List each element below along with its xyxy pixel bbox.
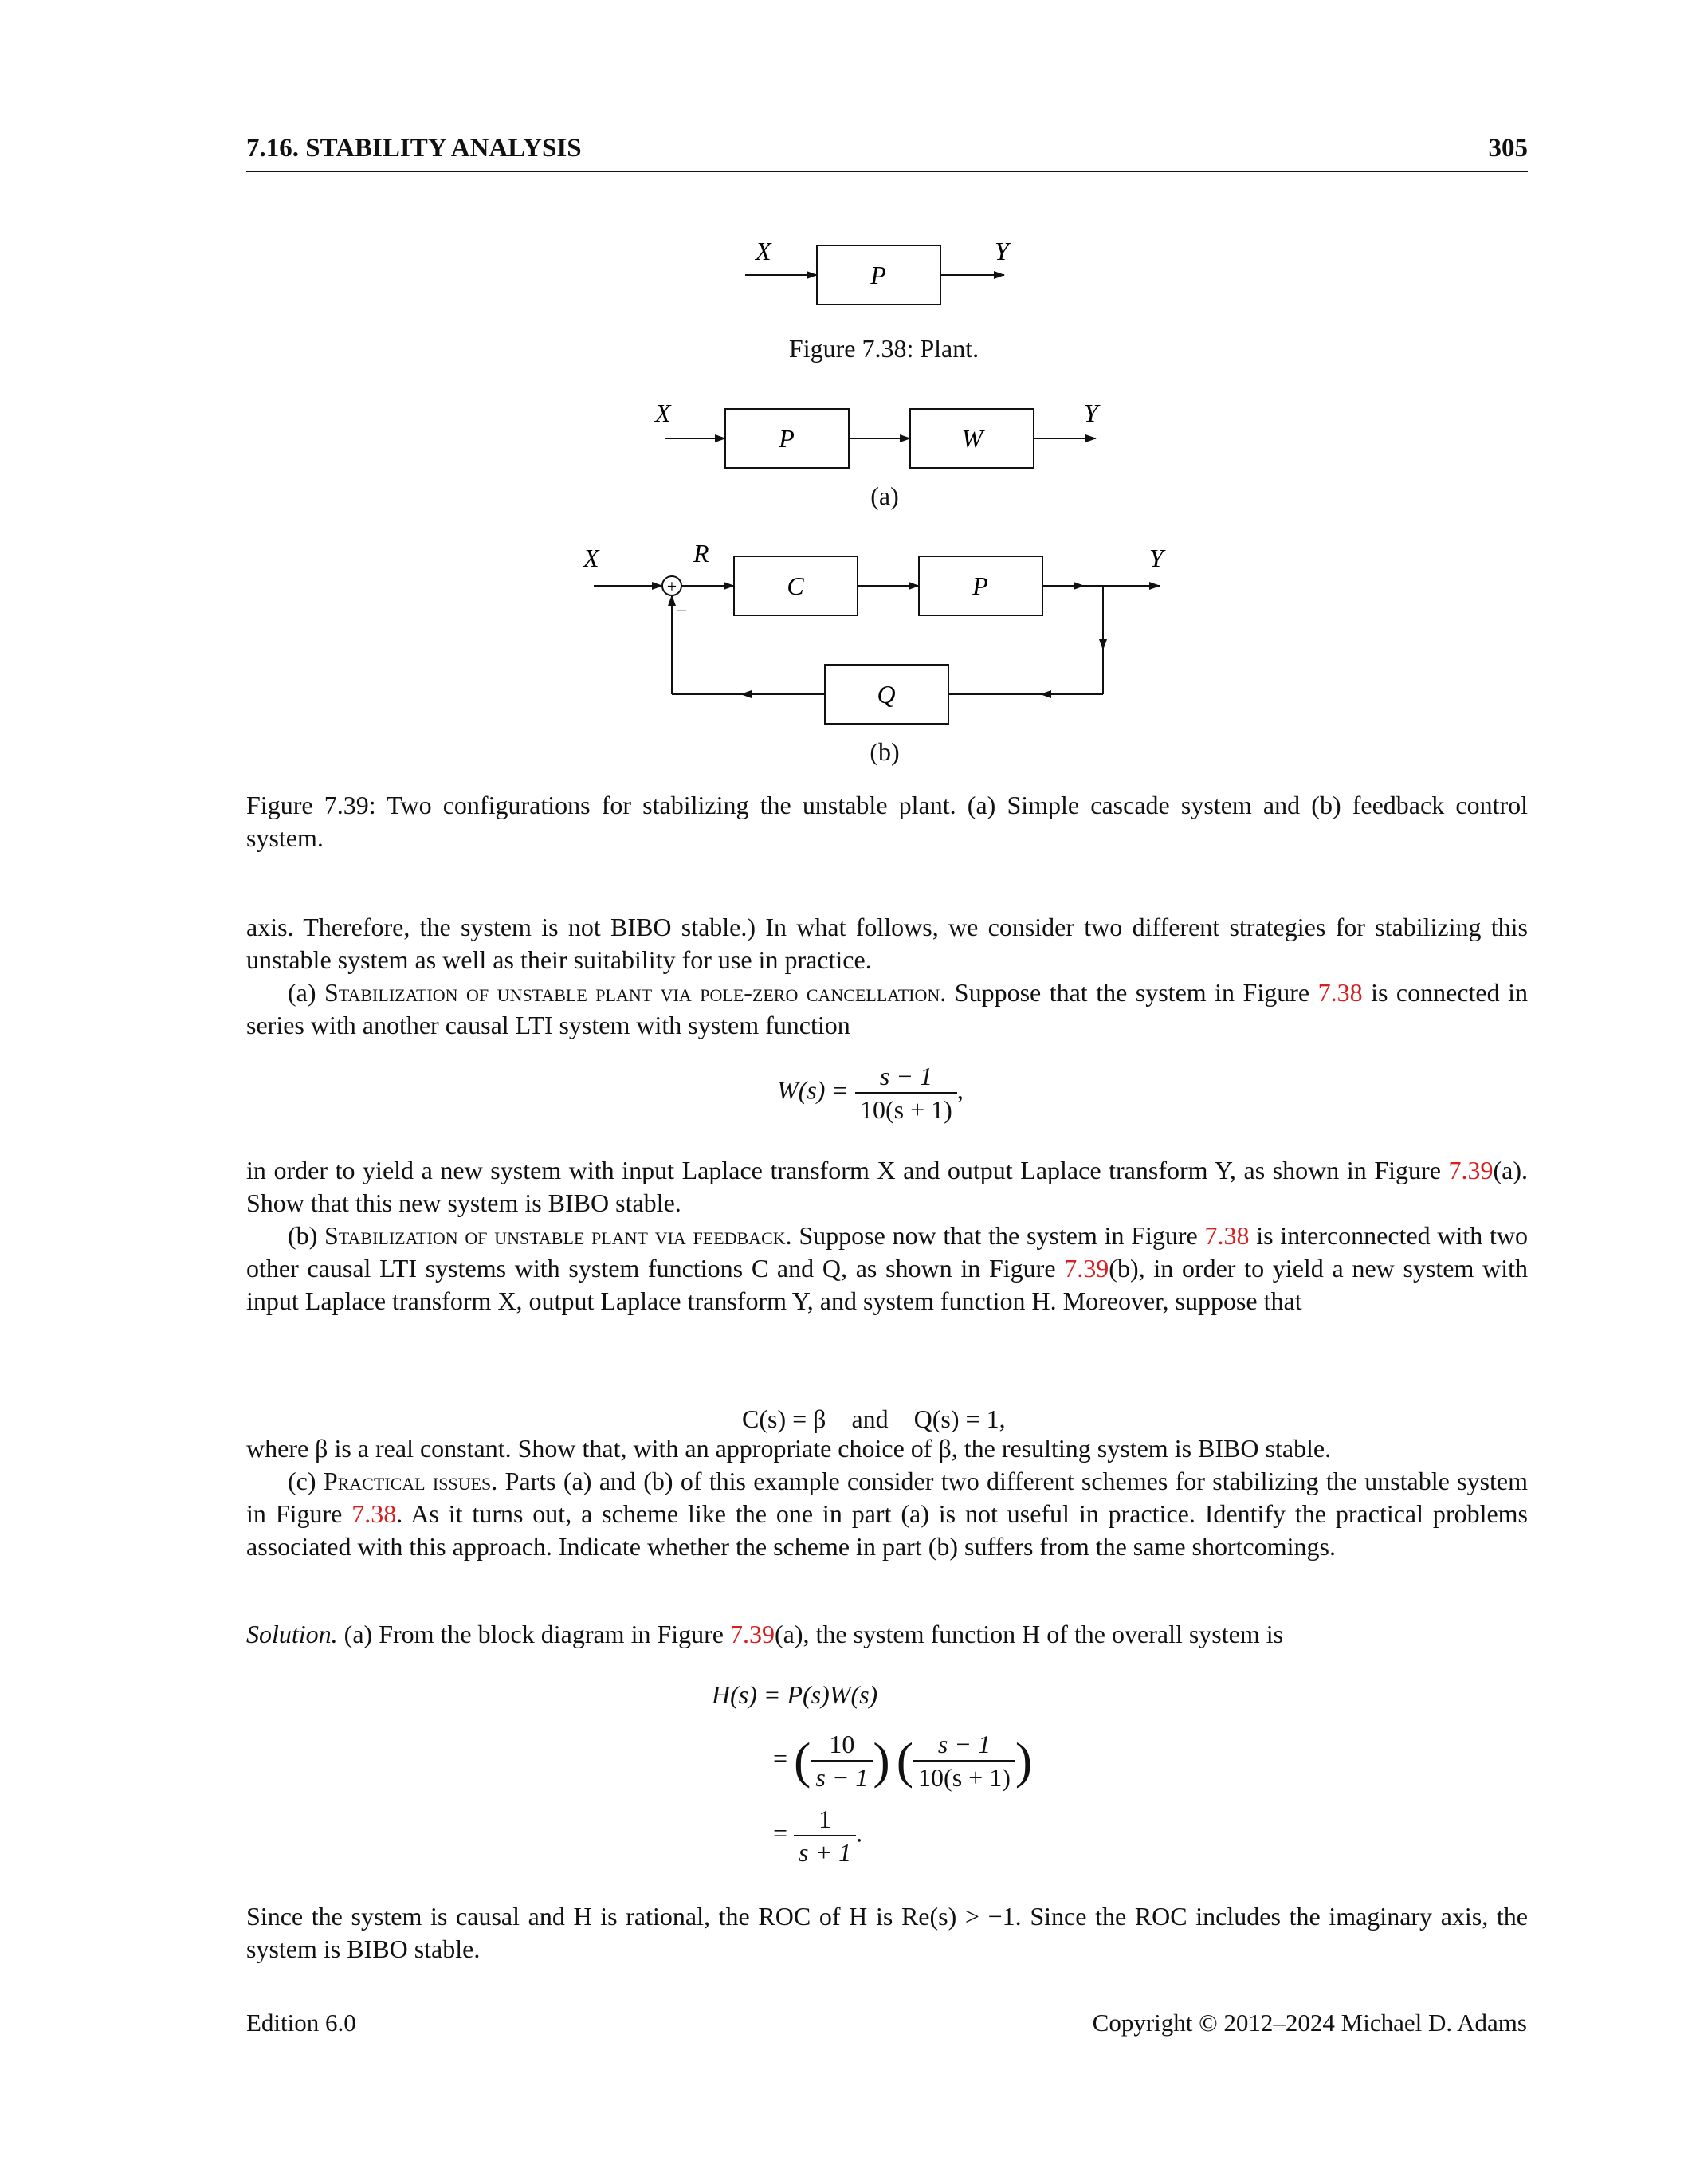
- plus-sign: +: [666, 576, 677, 596]
- ref-fig-7-38[interactable]: 7.38: [1317, 978, 1363, 1007]
- equation-h-line3: = $\frac{1}{s + 1}$ .: [773, 1805, 863, 1867]
- figure-7-39a-sublabel: (a): [870, 481, 899, 510]
- paragraph-part-b: (b) Stabilization of unstable plant via feedback. Suppose now that the system in Figure 7.38 is interconnected with two other causal LTI systems with system functions C and Q, as shown in Figure 7.39(b), in order to yield a new system with input Laplace transform X, output Laplace transform Y, and system function H. Moreover, suppose that: [246, 1221, 1529, 1315]
- output-label: Y: [995, 237, 1009, 265]
- part-c-title: Practical issues.: [323, 1467, 498, 1495]
- body-block-3: [246, 1432, 1528, 1563]
- equation-c-q: C(s) = β and Q(s) = 1,: [742, 1404, 1006, 1433]
- paragraph-intro: axis. Therefore, the system is not BIBO stable.) In what follows, we consider two different strategies for stabilizing this unstable system as well as their suitability for use in practice.: [246, 913, 1528, 974]
- figure-7-39b: [574, 538, 1195, 737]
- p-label: P: [972, 572, 988, 600]
- input-label: X: [655, 399, 671, 427]
- body-block-2: [246, 1154, 1528, 1318]
- body-block-1: [246, 911, 1528, 1042]
- input-label: X: [583, 544, 599, 572]
- figure-7-38: [717, 231, 1036, 319]
- equation-w: W(s) = $\frac{s - 1}{10(s + 1)}$ ,: [777, 1062, 964, 1124]
- solution-intro: Solution. (a) From the block diagram in Figure 7.39(a), the system function H of the overall system is: [246, 1620, 1284, 1648]
- ref-fig-7-39[interactable]: 7.39: [730, 1620, 775, 1648]
- figure-7-39b-sublabel: (b): [870, 737, 900, 766]
- paragraph-roc: Since the system is causal and H is rational, the ROC of H is Re(s) > −1. Since the ROC includes the imaginary axis, the system is BIBO stable.: [246, 1902, 1528, 1963]
- paragraph-part-a-cont: in order to yield a new system with input Laplace transform X and output Laplace transform Y, as shown in Figure 7.39(a). Show that this new system is BIBO stable.: [246, 1156, 1528, 1217]
- input-label: X: [756, 237, 771, 265]
- minus-sign: −: [675, 599, 688, 623]
- figure-7-39a: [638, 395, 1132, 482]
- ref-fig-7-38[interactable]: 7.38: [351, 1499, 397, 1528]
- footer-edition: Edition 6.0: [246, 2009, 356, 2037]
- part-a-title: Stabilization of unstable plant via pole-zero cancellation.: [324, 978, 947, 1007]
- page-header: [246, 132, 1528, 172]
- footer-copyright: Copyright © 2012–2024 Michael D. Adams: [1092, 2009, 1527, 2037]
- part-b-title: Stabilization of unstable plant via feedback.: [324, 1221, 792, 1250]
- section-title: 7.16. STABILITY ANALYSIS: [246, 134, 582, 163]
- ref-fig-7-39[interactable]: 7.39: [1448, 1156, 1494, 1184]
- ref-fig-7-39[interactable]: 7.39: [1064, 1254, 1109, 1283]
- solution-label: Solution.: [246, 1620, 338, 1648]
- equation-h-line2: = ( $\frac{10}{s - 1}$ ) ( $\frac{s - 1}{10(s + 1)}$ ): [773, 1730, 1033, 1792]
- p-label: P: [779, 424, 795, 453]
- output-label: Y: [1084, 399, 1098, 427]
- paragraph-beta: where β is a real constant. Show that, with an appropriate choice of β, the resulting system is BIBO stable.: [246, 1434, 1332, 1463]
- page-number: 305: [1488, 134, 1528, 163]
- plant-label: P: [870, 261, 886, 289]
- error-label: R: [693, 539, 709, 568]
- body-block-4: [246, 1900, 1528, 1966]
- c-label: C: [787, 572, 804, 600]
- ref-fig-7-38[interactable]: 7.38: [1204, 1221, 1250, 1250]
- equation-h-line1: H(s) = P(s)W(s): [712, 1680, 878, 1709]
- paragraph-part-c: (c) Practical issues. Parts (a) and (b) of this example consider two different schemes for stabilizing the unstable system in Figure 7.38. As it turns out, a scheme like the one in part (a) is not useful in practice. Identify the practical problems associated with this approach. Indicate whether the scheme in part (b) suffers from the same shortcomings.: [246, 1467, 1529, 1561]
- figure-7-38-caption: Figure 7.38: Plant.: [788, 334, 979, 363]
- q-label: Q: [877, 680, 896, 709]
- figure-7-39-caption: Figure 7.39: Two configurations for stabilizing the unstable plant. (a) Simple cascade system and (b) feedback control system.: [246, 791, 1528, 852]
- paragraph-part-a: (a) Stabilization of unstable plant via pole-zero cancellation. Suppose that the system in Figure 7.38 is connected in series with another causal LTI system with system function: [246, 978, 1529, 1039]
- w-label: W: [961, 424, 983, 453]
- output-label: Y: [1149, 544, 1164, 572]
